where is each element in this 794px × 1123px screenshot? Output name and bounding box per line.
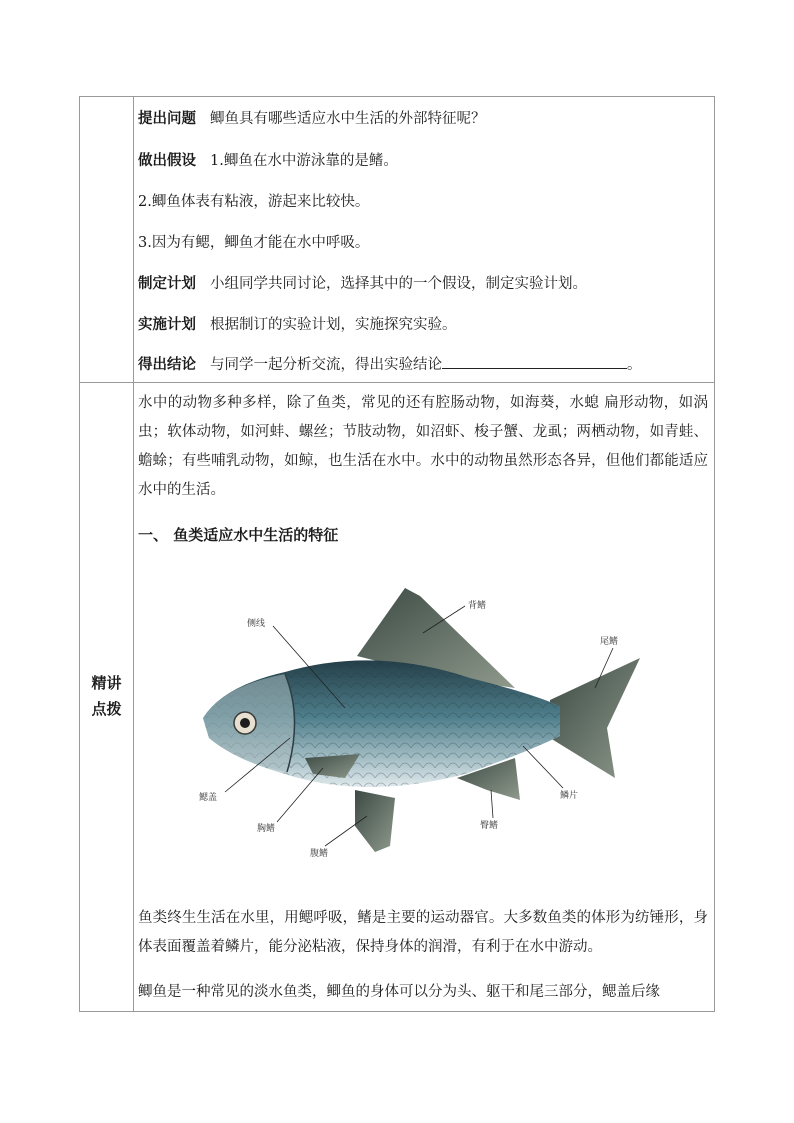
label-dorsal-fin: 背鳍 [468, 601, 487, 611]
step-text: 与同学一起分析交流，得出实验结论 [210, 357, 442, 373]
step-label: 做出假设 [138, 153, 196, 169]
inquiry-step-hypothesis [138, 149, 398, 170]
label-scales: 鳞片 [560, 791, 579, 801]
inquiry-step-plan [138, 272, 587, 293]
label-pectoral-fin: 胸鳍 [257, 824, 276, 834]
step-text: 根据制订的实验计划，实施探究实验。 [210, 317, 457, 333]
row-label-line-1: 精讲 [91, 674, 122, 692]
step-text: 1.鲫鱼在水中游泳靠的是鳍。 [210, 153, 398, 169]
step-label: 提出问题 [138, 111, 196, 127]
inquiry-step-question [138, 107, 486, 128]
step-suffix: 。 [627, 357, 642, 373]
step-text: 鲫鱼具有哪些适应水中生活的外部特征呢？ [210, 111, 486, 127]
carp-paragraph: 鲫鱼是一种常见的淡水鱼类，鲫鱼的身体可以分为头、躯干和尾三部分，鳃盖后缘 [138, 984, 660, 1000]
step-text: 小组同学共同讨论，选择其中的一个假设，制定实验计划。 [210, 276, 587, 292]
row-divider [80, 382, 714, 383]
step-text: 2.鲫鱼体表有粘液，游起来比较快。 [138, 194, 370, 210]
step-label: 实施计划 [138, 317, 196, 333]
label-caudal-fin: 尾鳍 [600, 637, 619, 647]
fish-illustration [195, 578, 655, 868]
section-heading: 一、 鱼类适应水中生活的特征 [138, 526, 339, 544]
step-label: 制定计划 [138, 276, 196, 292]
intro-paragraph: 水中的动物多种多样，除了鱼类，常见的还有腔肠动物，如海葵，水螅 扁形动物，如涡虫；软体动物，如河蚌、螺丝；节肢动物，如沼虾、梭子蟹、龙虱；两栖动物，如青蛙、蟾蜍；有些哺乳动物，如鲸，也生活在水中。水中的动物虽然形态各异，但他们都能适应水中的生活。 [138, 395, 708, 498]
inquiry-step-implement [138, 313, 457, 334]
row-label [80, 670, 133, 722]
label-anal-fin: 臀鳍 [480, 821, 499, 831]
answer-blank[interactable] [442, 354, 627, 369]
label-lateral-line: 侧线 [247, 619, 266, 629]
fish-diagram [195, 578, 655, 868]
hypothesis-item-2 [138, 190, 369, 211]
column-divider [133, 97, 134, 1011]
hypothesis-item-3 [138, 231, 369, 252]
pelvic-fin-shape [355, 790, 395, 852]
step-label: 得出结论 [138, 357, 196, 373]
label-pelvic-fin: 腹鳍 [310, 849, 329, 859]
step-text: 3.因为有鳃，鲫鱼才能在水中呼吸。 [138, 235, 370, 251]
caudal-fin-shape [550, 658, 640, 778]
fish-paragraph: 鱼类终生生活在水里，用鳃呼吸，鳍是主要的运动器官。大多数鱼类的体形为纺锤形，身体表面覆盖着鳞片，能分泌粘液，保持身体的润滑，有利于在水中游动。 [138, 910, 708, 955]
inquiry-step-conclusion [138, 353, 642, 374]
label-operculum: 鳃盖 [199, 793, 218, 803]
row-label-line-2: 点拨 [91, 700, 122, 718]
